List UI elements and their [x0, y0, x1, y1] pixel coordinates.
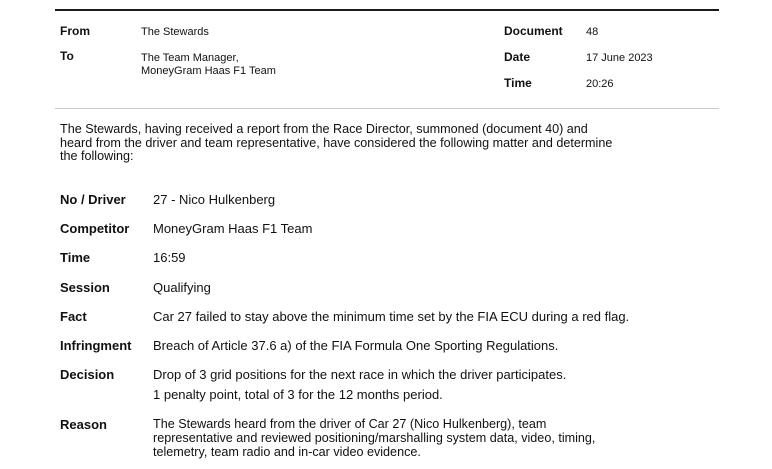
reason-line: The Stewards heard from the driver of Car 27 (Nico Hulkenberg), team [153, 417, 547, 431]
reason-line: representative and reviewed positioning/marshalling system data, video, timing, [153, 431, 596, 445]
reason-label: Reason [60, 417, 107, 432]
session-label: Session [60, 280, 110, 295]
intro-line: heard from the driver and team representative, have considered the following matter and determine [60, 135, 613, 150]
date-value: 17 June 2023 [586, 52, 653, 64]
driver-label: No / Driver [60, 192, 126, 207]
session-value: Qualifying [153, 280, 211, 295]
fact-label: Fact [60, 309, 87, 324]
decision-value [153, 367, 713, 402]
time-row-value: 16:59 [153, 250, 186, 265]
to-value-line: MoneyGram Haas F1 Team [141, 65, 276, 77]
document-label: Document [504, 24, 563, 38]
reason-line: telemetry, team radio and in-car video evidence. [153, 445, 421, 459]
from-label: From [60, 24, 90, 38]
document-number: 48 [586, 26, 599, 38]
time-value: 20:26 [586, 78, 614, 90]
decision-line: Drop of 3 grid positions for the next race in which the driver participates. [153, 367, 567, 382]
divider-rule [55, 108, 719, 109]
decision-label: Decision [60, 367, 115, 382]
time-row-label: Time [60, 250, 91, 265]
infringement-label: Infringment [60, 338, 132, 353]
intro-line: The Stewards, having received a report from the Race Director, summoned (document 40) and [60, 122, 588, 136]
to-value-line: The Team Manager, [141, 52, 239, 64]
intro-paragraph [60, 123, 720, 164]
from-value: The Stewards [141, 26, 209, 38]
decision-line: 1 penalty point, total of 3 for the 12 months period. [153, 387, 443, 402]
driver-value: 27 - Nico Hulkenberg [153, 192, 276, 207]
to-label: To [60, 49, 74, 63]
competitor-label: Competitor [60, 221, 130, 236]
intro-line: the following: [60, 149, 134, 163]
time-label: Time [504, 76, 532, 90]
fact-value: Car 27 failed to stay above the minimum time set by the FIA ECU during a red flag. [153, 309, 630, 324]
infringement-value: Breach of Article 37.6 a) of the FIA Formula One Sporting Regulations. [153, 338, 559, 353]
competitor-value: MoneyGram Haas F1 Team [153, 221, 313, 236]
to-value [141, 52, 276, 78]
top-rule [55, 9, 719, 11]
reason-value [153, 417, 713, 459]
date-label: Date [504, 50, 531, 64]
